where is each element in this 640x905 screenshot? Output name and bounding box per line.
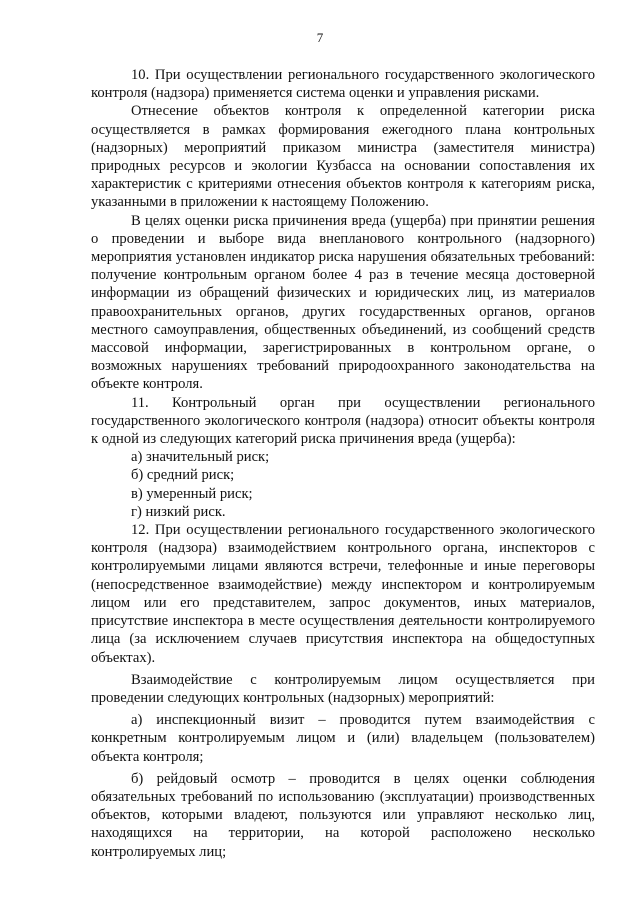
document-body bbox=[91, 66, 595, 861]
paragraph-risk-indicator: В целях оценки риска причинения вреда (ущерба) при принятии решения о проведении и выборе вида внепланового контрольного (надзорного) мероприятия установлен индикатор риска нарушения обязательных требований: получение контрольным органом более 4 раз в течение месяца достоверной информации из обращений физических и юридических лиц, из материалов правоохранительных органов, других государственных органов, органов местного самоуправления, общественных объединений, из сообщений средств массовой информации, зарегистрированных в контрольном органе, о возможных нарушениях требований природоохранного законодательства на объекте контроля. bbox=[91, 212, 595, 393]
list-item-medium-risk: б) средний риск; bbox=[131, 467, 235, 484]
paragraph-risk-category: Отнесение объектов контроля к определенной категории риска осуществляется в рамках формирования ежегодного плана контрольных (надзорных) мероприятий приказом министра (заместителя министра) природных ресурсов и экологии Кузбасса на основании сопоставления их характеристик с критериями отнесения объектов контроля к категориям риска, указанными в приложении к настоящему Положению. bbox=[91, 103, 595, 211]
paragraph-11: 11. Контрольный орган при осуществлении регионального государственного экологического контроля (надзора) относит объекты контроля к одной из следующих категорий риска причинения вреда (ущерба): bbox=[91, 394, 595, 448]
list-item-inspection-visit: а) инспекционный визит – проводится путем взаимодействия с конкретным контролируемым лицом и (или) владельцем (пользователем) объекта контроля; bbox=[91, 712, 595, 765]
list-item-significant-risk: а) значительный риск; bbox=[131, 449, 270, 466]
paragraph-interaction: Взаимодействие с контролируемым лицом осуществляется при проведении следующих контрольных (надзорных) мероприятий: bbox=[91, 671, 595, 706]
list-item-low-risk: г) низкий риск. bbox=[131, 503, 226, 520]
paragraph-10: 10. При осуществлении регионального государственного экологического контроля (надзора) применяется система оценки и управления рисками. bbox=[91, 67, 595, 102]
list-item-raid-inspection: б) рейдовый осмотр – проводится в целях оценки соблюдения обязательных требований по использованию (эксплуатации) производственных объектов, которыми владеют, пользуются или управляют несколько лиц, находящихся на территории, на которой расположено несколько контролируемых лиц; bbox=[91, 770, 595, 860]
list-item-moderate-risk: в) умеренный риск; bbox=[131, 485, 253, 502]
page-number: 7 bbox=[316, 30, 324, 45]
paragraph-12: 12. При осуществлении регионального государственного экологического контроля (надзора) взаимодействием контрольного органа, инспекторов с контролируемыми лицами являются встречи, телефонные и иные переговоры (непосредственное взаимодействие) между инспектором и контролируемым лицом или его представителем, запрос документов, иных материалов, присутствие инспектора в месте осуществления деятельности контролируемого лица (за исключением случаев присутствия инспектора на общедоступных объектах). bbox=[91, 522, 595, 666]
